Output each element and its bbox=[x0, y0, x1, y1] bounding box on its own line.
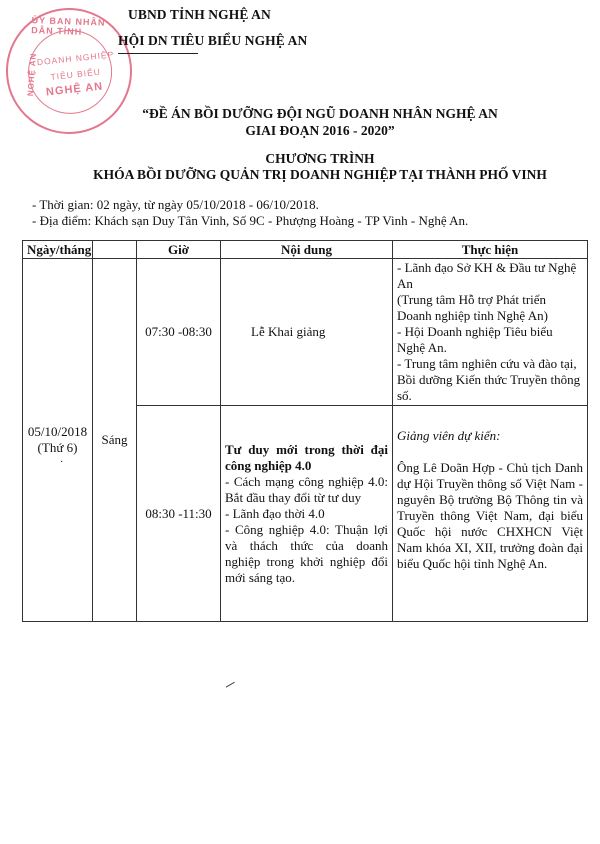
session-cell: Sáng bbox=[93, 259, 137, 622]
lecturer-label: Giảng viên dự kiến: bbox=[397, 428, 501, 443]
topic-item: - Cách mạng công nghiệp 4.0: Bắt đầu thay đổi từ tư duy bbox=[225, 473, 388, 505]
issuing-authority: UBND TỈNH NGHỆ AN bbox=[128, 7, 271, 22]
stamp-ring-top-text: ỦY BAN NHÂN DÂN TỈNH bbox=[31, 15, 106, 37]
performer-line: (Trung tâm Hỗ trợ Phát triển Doanh nghiệp tỉnh Nghệ An) bbox=[397, 292, 548, 323]
stray-dot-mark: · bbox=[60, 457, 64, 468]
table-row bbox=[23, 259, 588, 406]
date-cell bbox=[23, 259, 93, 622]
date-value: 05/10/2018 bbox=[27, 424, 88, 439]
issuing-association: HỘI DN TIÊU BIỂU NGHỆ AN bbox=[118, 33, 308, 48]
performer-cell-1 bbox=[393, 259, 588, 406]
stamp-line-2: TIÊU BIỂU bbox=[49, 66, 102, 82]
project-title-line-2: GIAI ĐOẠN 2016 - 2020” bbox=[245, 123, 395, 138]
topic-item: - Công nghiệp 4.0: Thuận lợi và thách thức của doanh nghiệp trong khởi nghiệp đổi mới sáng tạo. bbox=[225, 521, 388, 585]
project-title-line-1: “ĐỀ ÁN BỒI DƯỠNG ĐỘI NGŨ DOANH NHÂN NGHỆ AN bbox=[142, 106, 498, 121]
stamp-ring-left-text: NGHỆ AN bbox=[25, 52, 38, 97]
program-title: CHƯƠNG TRÌNH bbox=[265, 151, 375, 166]
header-session bbox=[93, 241, 137, 259]
lecturer-description: Ông Lê Doãn Hợp - Chủ tịch Danh dự Hội Truyền thông số Việt Nam - nguyên Bộ trưởng Bộ Thông tin và Truyền thông Việt Nam, đại biểu Quốc hội nước CHXHCN Việt Nam khóa XI, XII, trưởng đoàn đại biểu Quốc hội tỉnh Nghệ An. bbox=[397, 460, 583, 571]
time-cell-1: 07:30 -08:30 bbox=[137, 259, 221, 406]
header-time: Giờ bbox=[137, 241, 221, 259]
info-place: - Địa điểm: Khách sạn Duy Tân Vinh, Số 9C - Phượng Hoàng - TP Vinh - Nghệ An. bbox=[32, 213, 469, 228]
header-underline bbox=[118, 53, 198, 54]
stamp-line-3: NGHỆ AN bbox=[45, 80, 104, 99]
program-subtitle: KHÓA BỒI DƯỠNG QUẢN TRỊ DOANH NGHIỆP TẠI THÀNH PHỐ VINH bbox=[93, 167, 547, 182]
content-cell-2 bbox=[221, 406, 393, 622]
performer-line: - Lãnh đạo Sở KH & Đầu tư Nghệ An bbox=[397, 260, 577, 291]
weekday-value: (Thứ 6) bbox=[37, 440, 78, 455]
topic-item: - Lãnh đạo thời 4.0 bbox=[225, 505, 325, 521]
stamp-line-1: DOANH NGHIỆP bbox=[36, 49, 115, 68]
time-cell-2: 08:30 -11:30 bbox=[137, 406, 221, 622]
info-time: - Thời gian: 02 ngày, từ ngày 05/10/2018 - 06/10/2018. bbox=[32, 197, 319, 212]
performer-line: - Trung tâm nghiên cứu và đào tại, Bồi dưỡng Kiến thức Truyền thông số. bbox=[397, 356, 581, 403]
performer-cell-2 bbox=[393, 406, 588, 622]
header-date: Ngày/tháng bbox=[23, 241, 93, 259]
header-performer: Thực hiện bbox=[393, 241, 588, 259]
schedule-table bbox=[22, 240, 588, 622]
stray-pen-mark bbox=[226, 682, 237, 690]
performer-line: - Hội Doanh nghiệp Tiêu biểu Nghệ An. bbox=[397, 324, 553, 355]
content-cell-1: Lễ Khai giảng bbox=[221, 259, 393, 406]
table-header-row bbox=[23, 241, 588, 259]
session-topic-title: Tư duy mới trong thời đại công nghiệp 4.0 bbox=[225, 441, 388, 473]
header-content: Nội dung bbox=[221, 241, 393, 259]
